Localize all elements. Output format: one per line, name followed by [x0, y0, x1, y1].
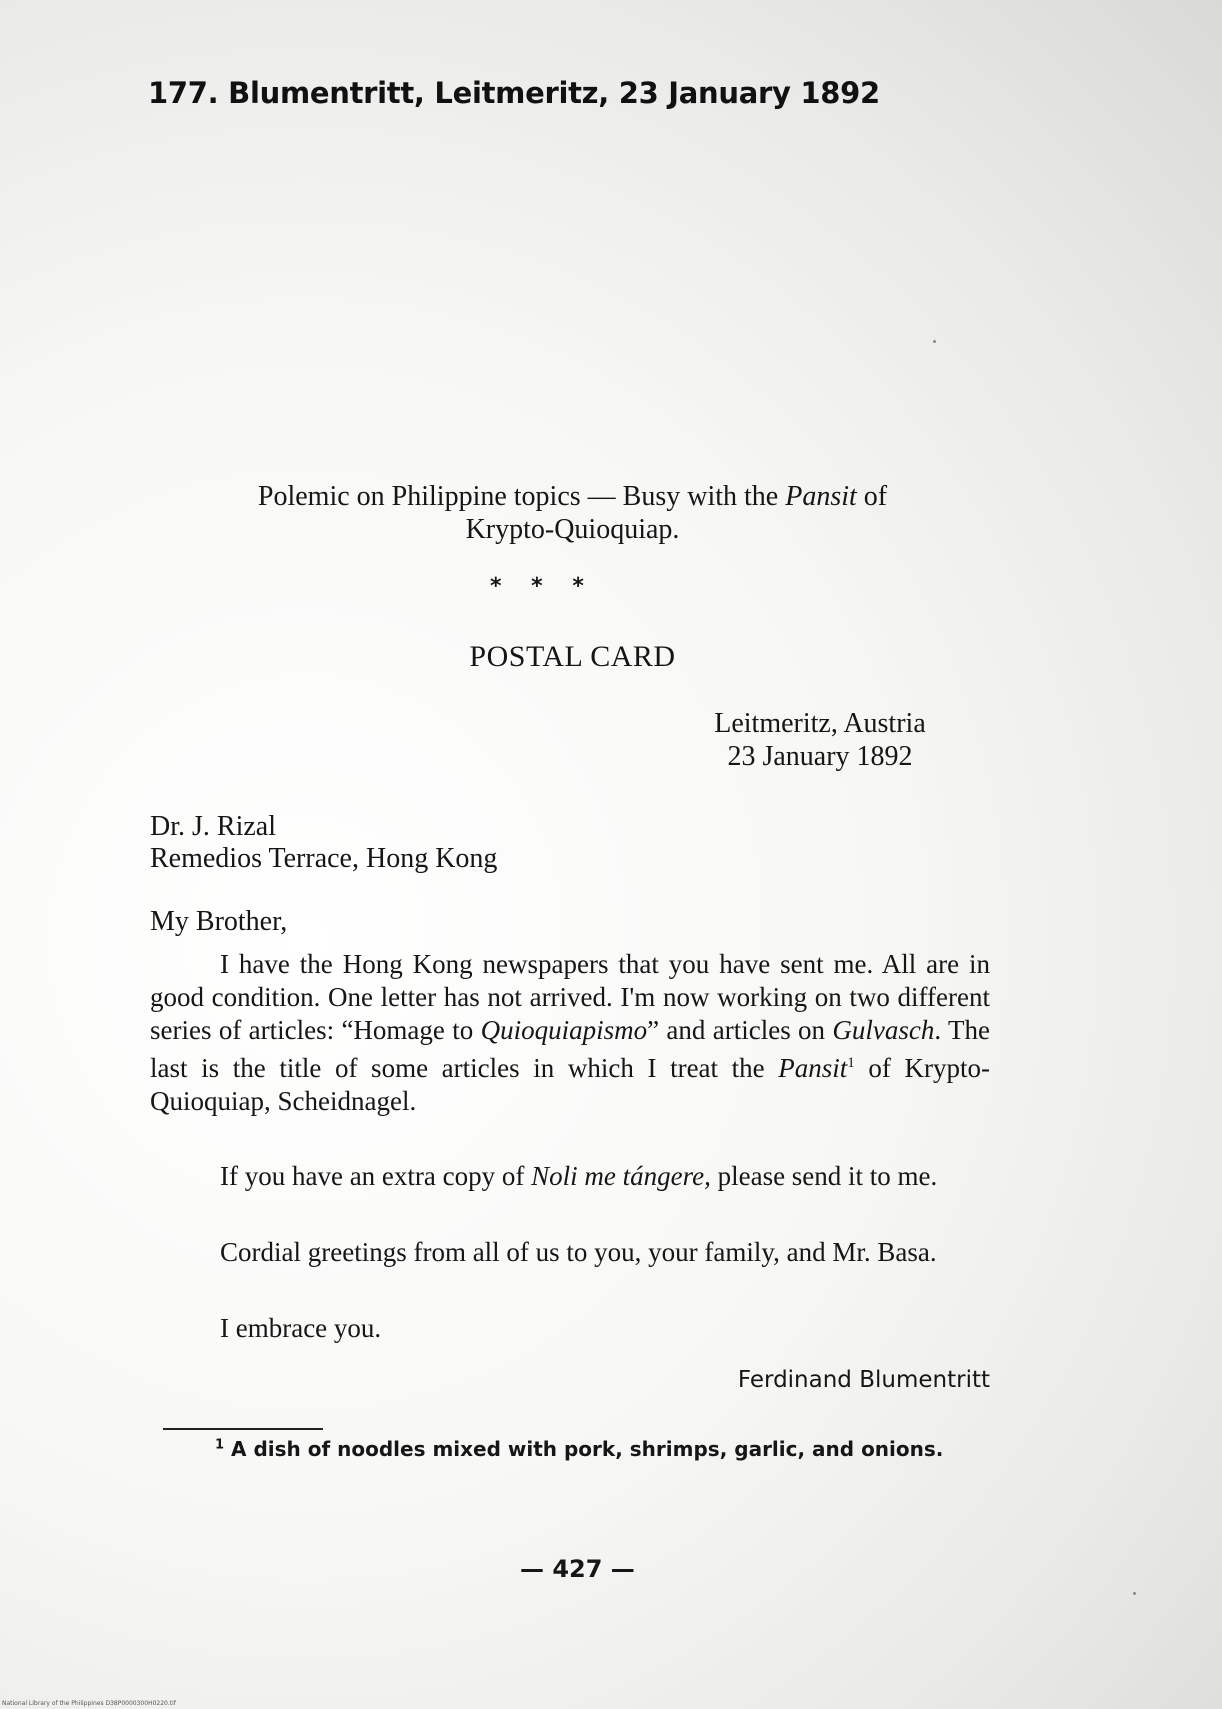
footnote — [215, 1437, 943, 1461]
summary-pansit: Pansit — [785, 481, 857, 512]
recipient-location: Remedios Terrace, Hong Kong — [150, 843, 498, 874]
paragraph-4: I embrace you. — [220, 1313, 382, 1343]
dateline-date: 23 January 1892 — [727, 741, 913, 772]
page-number: — 427 — — [520, 1555, 635, 1583]
signature: Ferdinand Blumentritt — [737, 1367, 990, 1393]
paragraph-1 — [150, 948, 990, 1118]
footnote-mark: 1 — [215, 1437, 225, 1453]
dateline — [690, 707, 950, 773]
paragraph-2 — [150, 1160, 990, 1193]
p1-part4: of Krypto-Quioquiap, Scheidnagel. — [150, 1053, 990, 1116]
postal-card-title: POSTAL CARD — [469, 640, 676, 673]
p1-gulvasch: Gulvasch — [832, 1015, 935, 1045]
p1-part1: I have the Hong Kong newspapers that you have sent me. All are in good condition. One letter has not arrived. I'm now working on two different series of articles: “Homage to — [150, 949, 990, 1045]
letter-summary — [150, 480, 995, 546]
summary-text: Polemic on Philippine topics — Busy with the — [257, 481, 786, 512]
p1-footnote-mark: 1 — [847, 1055, 855, 1071]
p2-part2: please send it to me. — [710, 1161, 938, 1191]
summary-of: of — [856, 481, 888, 512]
summary-line2: Krypto-Quioquiap. — [465, 514, 680, 545]
p2-noli: Noli me tángere, — [531, 1161, 711, 1191]
paragraph-3: Cordial greetings from all of us to you, your family, and Mr. Basa. — [220, 1237, 937, 1267]
scan-speck — [1133, 1592, 1136, 1595]
recipient-address — [150, 811, 497, 875]
letter-heading: 177. Blumentritt, Leitmeritz, 23 January 1892 — [148, 76, 880, 110]
p1-part2: ” and articles on — [647, 1015, 833, 1045]
salutation: My Brother, — [150, 906, 288, 937]
p2-part1: If you have an extra copy of — [220, 1161, 532, 1191]
separator-stars: * * * — [490, 574, 584, 599]
scan-caption: National Library of the Philippines D38P0000300H0220.tif — [2, 1700, 176, 1707]
dateline-place: Leitmeritz, Austria — [714, 708, 926, 739]
p1-pansit: Pansit — [778, 1053, 848, 1083]
footnote-text: A dish of noodles mixed with pork, shrimps, garlic, and onions. — [224, 1437, 944, 1461]
scan-speck — [933, 340, 936, 343]
p1-quioquiapismo: Quioquiapismo — [480, 1015, 648, 1045]
footnote-rule — [163, 1428, 323, 1430]
recipient-name: Dr. J. Rizal — [150, 811, 276, 842]
p1-part3: . The last is the title of some articles in which I treat the — [150, 1015, 990, 1083]
